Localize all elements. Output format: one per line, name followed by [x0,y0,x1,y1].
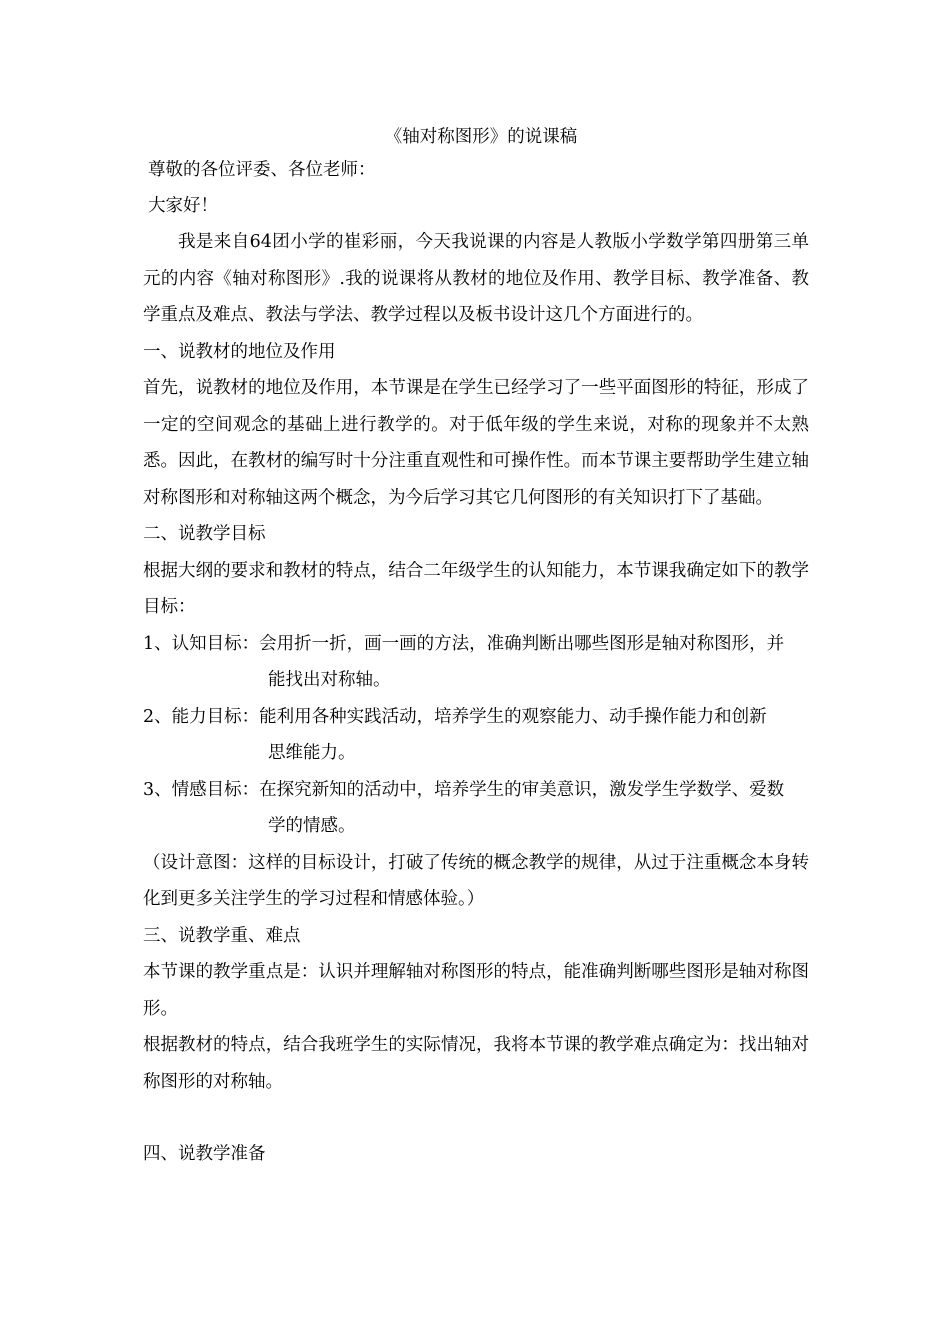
section-heading-key-points: 三、说教学重、难点 [143,925,301,946]
section-heading-objectives: 二、说教学目标 [143,524,266,544]
goal-text-continued: 学的情感。 [268,816,356,836]
goal-item-emotion [143,772,809,845]
difficulty-paragraph: 根据教材的特点，结合我班学生的实际情况，我将本节课的教学难点确定为：找出轴对称图形的对称轴。 [143,1035,809,1092]
document-body [143,122,809,1173]
goal-item-ability [143,699,809,772]
goal-label: 2、能力目标： [143,706,260,727]
greeting: 大家好！ [148,196,218,216]
textbook-paragraph: 首先，说教材的地位及作用，本节课是在学生已经学习了一些平面图形的特征，形成了一定的空间观念的基础上进行教学的。对于低年级的学生来说，对称的现象并不太熟悉。因此，在教材的编写时十分注重直观性和可操作性。而本节课主要帮助学生建立轴对称图形和对称轴这两个概念，为今后学习其它几何图形的有关知识打下了基础。 [143,378,809,508]
goal-label: 1、认知目标： [143,633,260,654]
goal-text: 能利用各种实践活动，培养学生的观察能力、动手操作能力和创新 [259,706,767,727]
document-title: 《轴对称图形》的说课稿 [384,127,578,147]
goal-text-continued: 能找出对称轴。 [268,670,391,690]
design-intent-note: （设计意图：这样的目标设计，打破了传统的概念教学的规律，从过于注重概念本身转化到更多关注学生的学习过程和情感体验。） [143,852,809,909]
goal-item-cognitive [143,626,809,699]
goal-text-continued: 思维能力。 [268,743,356,763]
objectives-paragraph: 根据大纲的要求和教材的特点，结合二年级学生的认知能力，本节课我确定如下的教学目标： [143,560,809,617]
section-heading-textbook: 一、说教材的地位及作用 [143,341,336,362]
intro-paragraph: 我是来自64团小学的崔彩丽，今天我说课的内容是人教版小学数学第四册第三单元的内容《轴对称图形》.我的说课将从教材的地位及作用、教学目标、教学准备、教学重点及难点、教法与学法、教学过程以及板书设计这几个方面进行的。 [143,232,809,325]
key-point-paragraph: 本节课的教学重点是：认识并理解轴对称图形的特点，能准确判断哪些图形是轴对称图形。 [143,962,809,1019]
goal-label: 3、情感目标： [143,779,260,800]
goal-text: 在探究新知的活动中，培养学生的审美意识，激发学生学数学、爱数 [259,779,785,800]
goal-text: 会用折一折，画一画的方法，准确判断出哪些图形是轴对称图形，并 [259,633,785,654]
blank-line [143,1100,809,1136]
salutation: 尊敬的各位评委、各位老师： [148,160,376,180]
section-heading-preparation: 四、说教学准备 [143,1144,266,1164]
